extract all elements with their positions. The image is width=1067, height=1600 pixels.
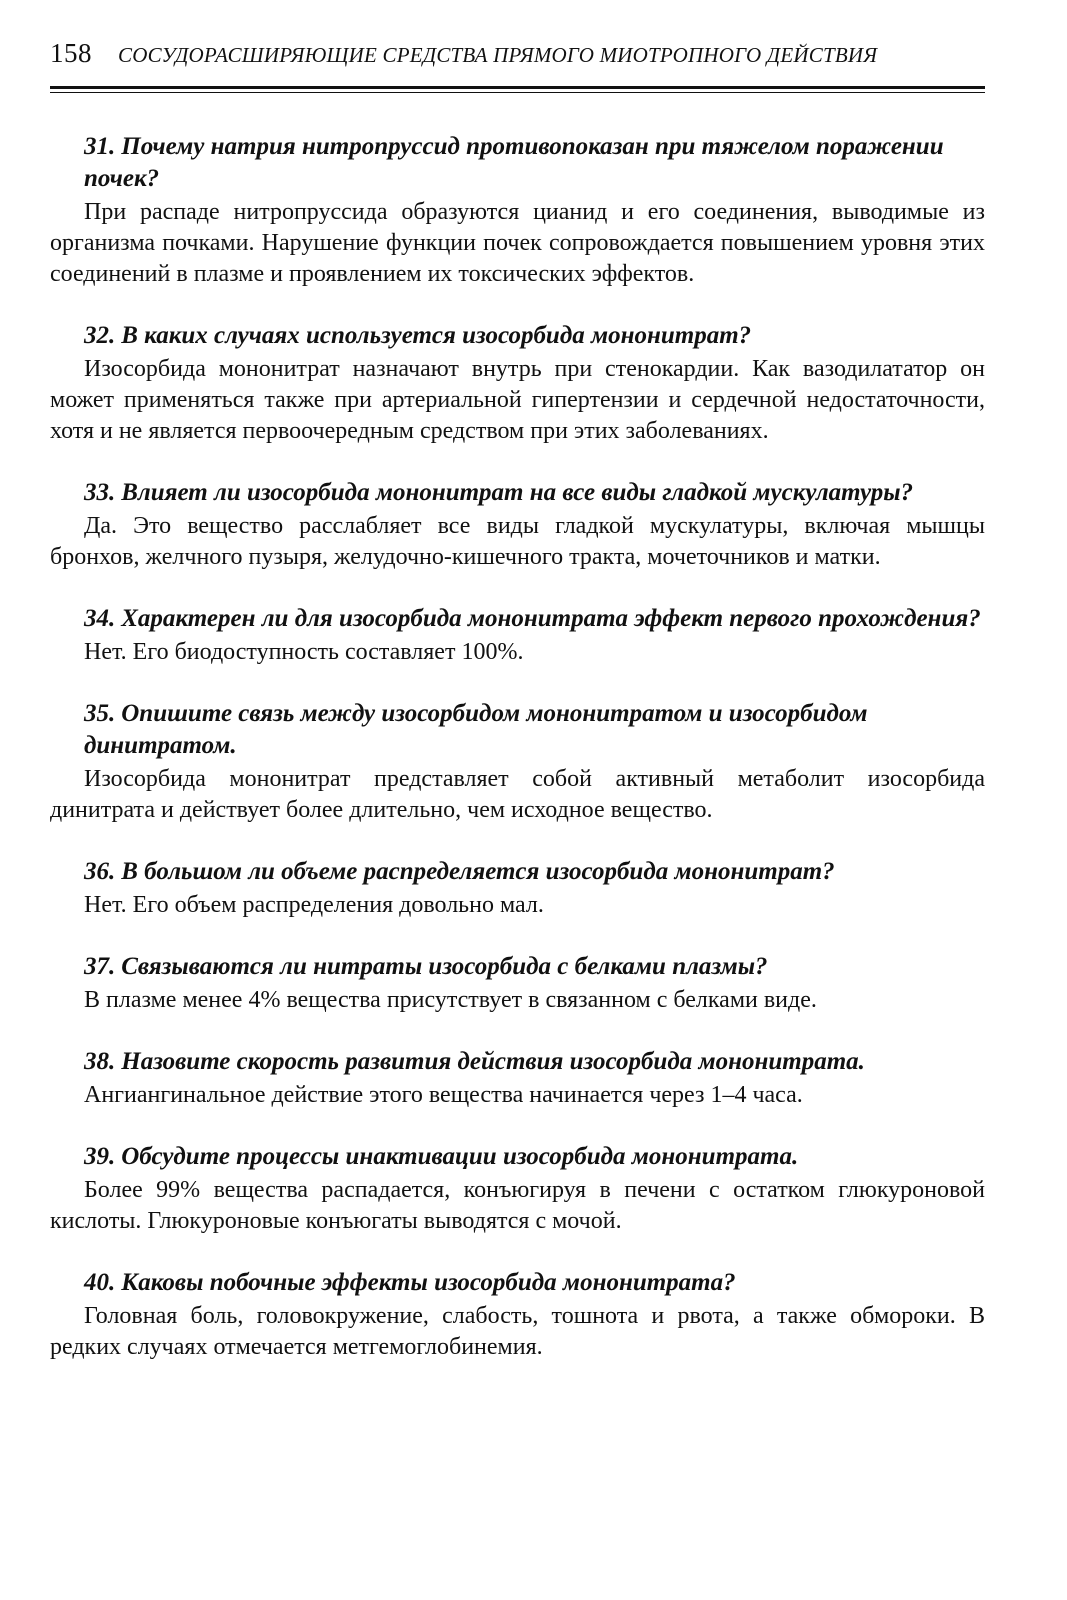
question (50, 477, 985, 509)
qa-item-39 (50, 1141, 985, 1237)
book-page (50, 38, 985, 1393)
answer-text: Изосорбида мононитрат назначают внутрь при стенокардии. Как вазодилататор он может применяться также при артериальной гипертензии и сердечной недостаточности, хотя и не является первоочередным средством при этих заболеваниях. (50, 356, 985, 444)
question-text: Назовите скорость развития действия изосорбида мононитрата. (121, 1048, 865, 1075)
question-text: В каких случаях используется изосорбида мононитрат? (121, 322, 752, 349)
question-number: 38. (84, 1048, 116, 1075)
question-number: 37. (84, 953, 116, 980)
question-text: Опишите связь между изосорбидом мононитратом и изосорбидом динитратом. (84, 700, 868, 759)
question (50, 603, 985, 635)
question (50, 698, 985, 762)
answer-text: Более 99% вещества распадается, конъюгируя в печени с остатком глюкуроновой кислоты. Глюкуроновые конъюгаты выводятся с мочой. (50, 1177, 985, 1234)
answer-text: При распаде нитропруссида образуются цианид и его соединения, выводимые из организма почками. Нарушение функции почек сопровождается повышением уровня этих соединений в плазме и проявлением их токсических эффектов. (50, 199, 985, 287)
question-text: Почему натрия нитропруссид противопоказан при тяжелом поражении почек? (84, 133, 944, 192)
question (50, 856, 985, 888)
question (50, 951, 985, 983)
answer-text: Нет. Его объем распределения довольно мал. (84, 892, 544, 918)
question-number: 31. (84, 133, 116, 160)
question-number: 33. (84, 479, 116, 506)
question-text: Связываются ли нитраты изосорбида с белками плазмы? (121, 953, 768, 980)
question (50, 131, 985, 195)
qa-item-37 (50, 951, 985, 1016)
question-number: 36. (84, 858, 116, 885)
qa-item-35 (50, 698, 985, 826)
qa-item-32 (50, 320, 985, 447)
qa-list (50, 131, 985, 1363)
header-rule (50, 86, 985, 89)
header-rule-thin (50, 92, 985, 93)
answer-text: Нет. Его биодоступность составляет 100%. (84, 639, 524, 665)
answer-text: В плазме менее 4% вещества присутствует в связанном с белками виде. (84, 987, 817, 1013)
question-number: 32. (84, 322, 116, 349)
qa-item-38 (50, 1046, 985, 1111)
question (50, 1267, 985, 1299)
question (50, 1046, 985, 1078)
question-number: 35. (84, 700, 116, 727)
question (50, 320, 985, 352)
answer-text: Ангиангинальное действие этого вещества начинается через 1–4 часа. (84, 1082, 803, 1108)
running-title: СОСУДОРАСШИРЯЮЩИЕ СРЕДСТВА ПРЯМОГО МИОТРОПНОГО ДЕЙСТВИЯ (118, 43, 878, 67)
question-number: 40. (84, 1269, 116, 1296)
question-text: Обсудите процессы инактивации изосорбида мононитрата. (121, 1143, 799, 1170)
qa-item-33 (50, 477, 985, 573)
qa-item-34 (50, 603, 985, 668)
qa-item-31 (50, 131, 985, 290)
question-number: 39. (84, 1143, 116, 1170)
question-text: Каковы побочные эффекты изосорбида мононитрата? (121, 1269, 736, 1296)
page-number: 158 (50, 38, 92, 68)
qa-item-36 (50, 856, 985, 921)
running-head (50, 38, 985, 84)
question (50, 1141, 985, 1173)
answer-text: Головная боль, головокружение, слабость, тошнота и рвота, а также обмороки. В редких случаях отмечается метгемоглобинемия. (50, 1303, 985, 1360)
question-text: В большом ли объеме распределяется изосорбида мононитрат? (121, 858, 835, 885)
question-number: 34. (84, 605, 116, 632)
question-text: Характерен ли для изосорбида мононитрата эффект первого прохождения? (121, 605, 981, 632)
question-text: Влияет ли изосорбида мононитрат на все виды гладкой мускулатуры? (121, 479, 914, 506)
qa-item-40 (50, 1267, 985, 1363)
answer-text: Да. Это вещество расслабляет все виды гладкой мускулатуры, включая мышцы бронхов, желчного пузыря, желудочно-кишечного тракта, мочеточников и матки. (50, 513, 985, 570)
answer-text: Изосорбида мононитрат представляет собой активный метаболит изосорбида динитрата и действует более длительно, чем исходное вещество. (50, 766, 985, 823)
